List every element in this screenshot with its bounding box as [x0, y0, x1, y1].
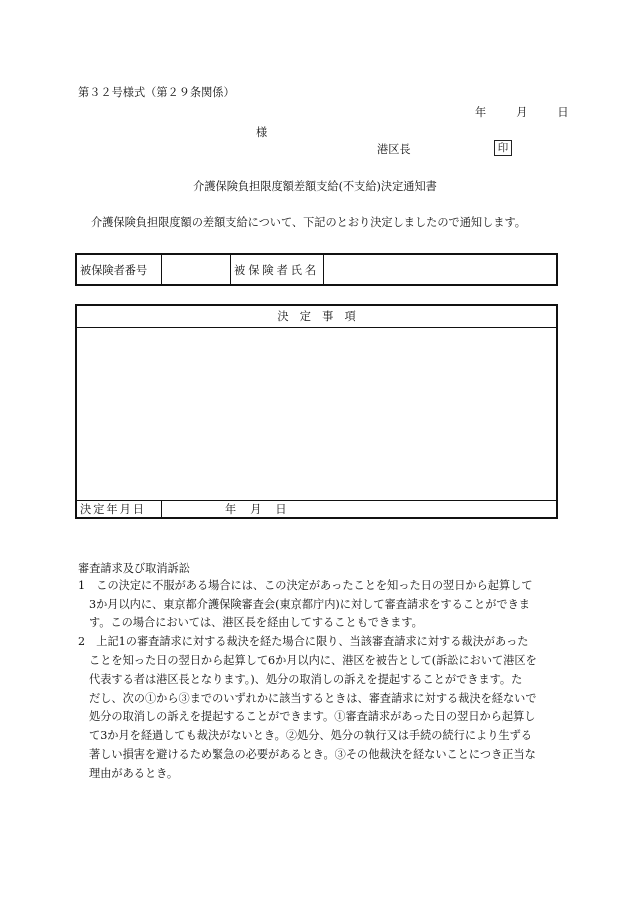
decision-date-month: 月 [250, 503, 262, 516]
insured-number-field[interactable] [162, 254, 231, 285]
note2-line: だし、次の①から③までのいずれかに該当するときは、審査請求に対する裁決を経ないで [89, 692, 537, 705]
issuer-name: 港区長 [377, 143, 411, 156]
notes-heading: 審査請求及び取消訴訟 [78, 562, 190, 575]
insured-name-label: 被保険者氏名 [231, 254, 324, 285]
form-number: 第３２号様式（第２９条関係） [78, 86, 235, 99]
date-day-label: 日 [557, 106, 569, 119]
note1-line: 3か月以内に、東京都介護保険審査会(東京都庁内)に対して審査請求をすることができま [89, 598, 530, 611]
note2-line: 著しい損害を避けるため緊急の必要があるとき。③その他裁決を経ないことにつき正当な [89, 748, 536, 761]
decision-date-label: 決定年月日 [76, 501, 162, 519]
decision-date-day: 日 [275, 503, 287, 516]
addressee-suffix: 様 [256, 126, 268, 139]
seal-mark: 印 [494, 140, 512, 156]
decision-date-year: 年 [225, 503, 237, 516]
issue-date [475, 104, 569, 120]
decision-table [75, 304, 558, 519]
note2-line: ことを知った日の翌日から起算して6か月以内に、港区を被告として(訴訟において港区を [89, 654, 537, 667]
note1-line: 1 この決定に不服がある場合には、この決定があったことを知った日の翌日から起算して [78, 579, 533, 592]
decision-date-field[interactable] [162, 501, 558, 519]
insured-info-table [75, 253, 558, 286]
insured-name-field[interactable] [324, 254, 558, 285]
decision-header: 決 定 事 項 [76, 305, 557, 327]
note2-line: て3か月を経過しても裁決がないとき。②処分、処分の執行又は手続の続行により生ずる [89, 729, 532, 742]
date-month-label: 月 [516, 106, 528, 119]
insured-number-label: 被保険者番号 [76, 254, 162, 285]
note2-line: 代表する者は港区長となります。)、処分の取消しの訴えを提起することができます。た [89, 673, 523, 686]
note2-line: 処分の取消しの訴えを提起することができます。①審査請求があった日の翌日から起算し [89, 710, 536, 723]
document-title: 介護保険負担限度額差額支給(不支給)決定通知書 [193, 180, 437, 193]
intro-text: 介護保険負担限度額の差額支給について、下記のとおり決定しましたので通知します。 [91, 216, 526, 229]
note2-line: 理由があるとき。 [89, 767, 179, 780]
date-year-label: 年 [475, 106, 487, 119]
note2-line: 2 上記1の審査請求に対する裁決を経た場合に限り、当該審査請求に対する裁決があった [78, 635, 529, 648]
decision-content-area[interactable] [76, 327, 557, 501]
note1-line: す。この場合においては、港区長を経由してすることもできます。 [89, 616, 423, 629]
